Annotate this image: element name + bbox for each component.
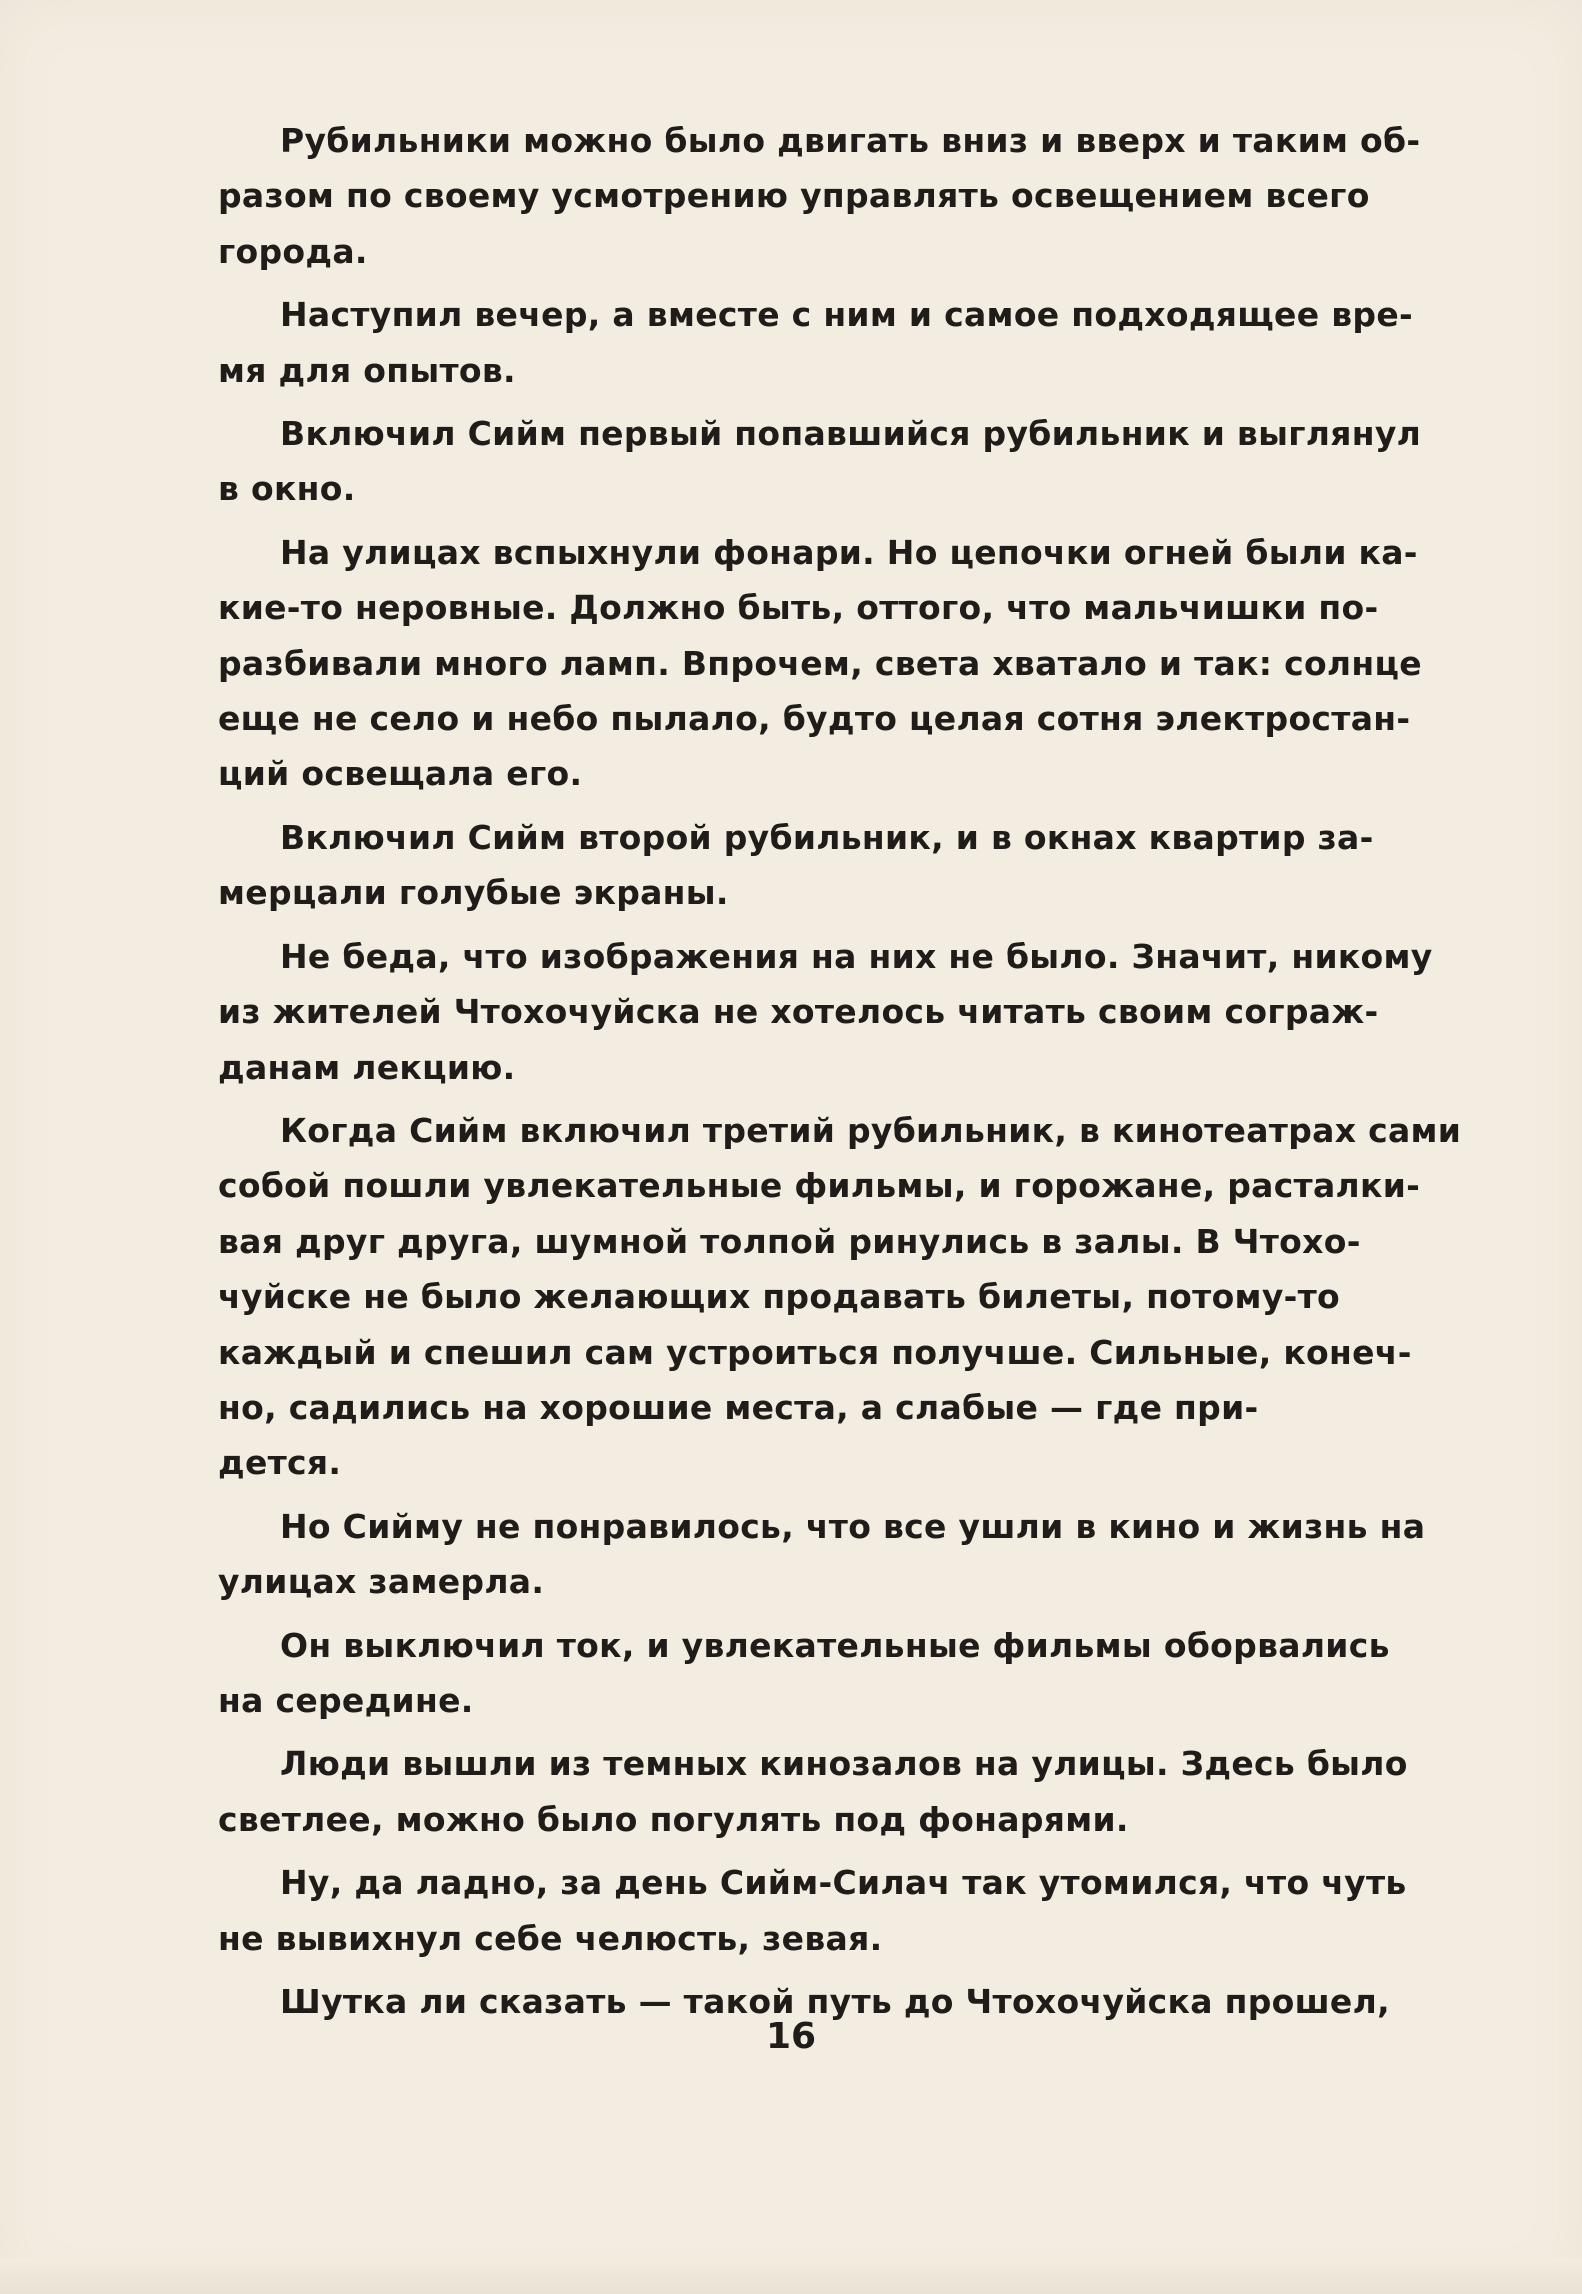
- paragraph-7: Когда Сийм включил третий рубильник, в кинотеатрах сами собой пошли увлекательные фильмы, и горожане, расталки- вая друг друга, шумной толпой ринулись в залы. В Чтохо- чуйске не было желающих продавать билеты, потому-то каждый и спешил сам устроиться получше. Сильные, конеч- но, садились на хорошие места, а слабые — где при- дется.: [218, 1110, 1462, 1483]
- body-text: [218, 113, 1496, 2037]
- paragraph-6: Не беда, что изображения на них не было. Значит, никому из жителей Чтохочуйска не хотелось читать своим сограж- данам лекцию.: [218, 936, 1433, 1087]
- page-bottom-edge: [0, 2258, 1582, 2294]
- paragraph-1: Рубильники можно было двигать вниз и вверх и таким об- разом по своему усмотрению управлять освещением всего города.: [218, 121, 1421, 271]
- paragraph-8: Но Сийму не понравилось, что все ушли в кино и жизнь на улицах замерла.: [218, 1506, 1426, 1602]
- page-number: 16: [765, 2016, 817, 2057]
- paragraph-3: Включил Сийм первый попавшийся рубильник и выглянул в окно.: [218, 414, 1422, 509]
- paragraph-10: Люди вышли из темных кинозалов на улицы. Здесь было светлее, можно было погулять под фонарями.: [218, 1744, 1408, 1839]
- paragraph-2: Наступил вечер, а вместе с ним и самое подходящее вре- мя для опытов.: [218, 295, 1413, 390]
- paragraph-12: Шутка ли сказать — такой путь до Чтохочуйска прошел,: [280, 1982, 1390, 2021]
- paragraph-9: Он выключил ток, и увлекательные фильмы оборвались на середине.: [218, 1625, 1390, 1720]
- paragraph-4: На улицах вспыхнули фонари. Но цепочки огней были ка- кие-то неровные. Должно быть, оттого, что мальчишки по- разбивали много ламп. Впрочем, света хватало и так: солнце еще не село и небо пылало, будто целая сотня электростан- ций освещала его.: [218, 532, 1422, 794]
- paragraph-5: Включил Сийм второй рубильник, и в окнах квартир за- мерцали голубые экраны.: [218, 817, 1374, 913]
- paragraph-11: Ну, да ладно, за день Сийм-Силач так утомился, что чуть не вывихнул себе челюсть, зевая.: [218, 1863, 1407, 1958]
